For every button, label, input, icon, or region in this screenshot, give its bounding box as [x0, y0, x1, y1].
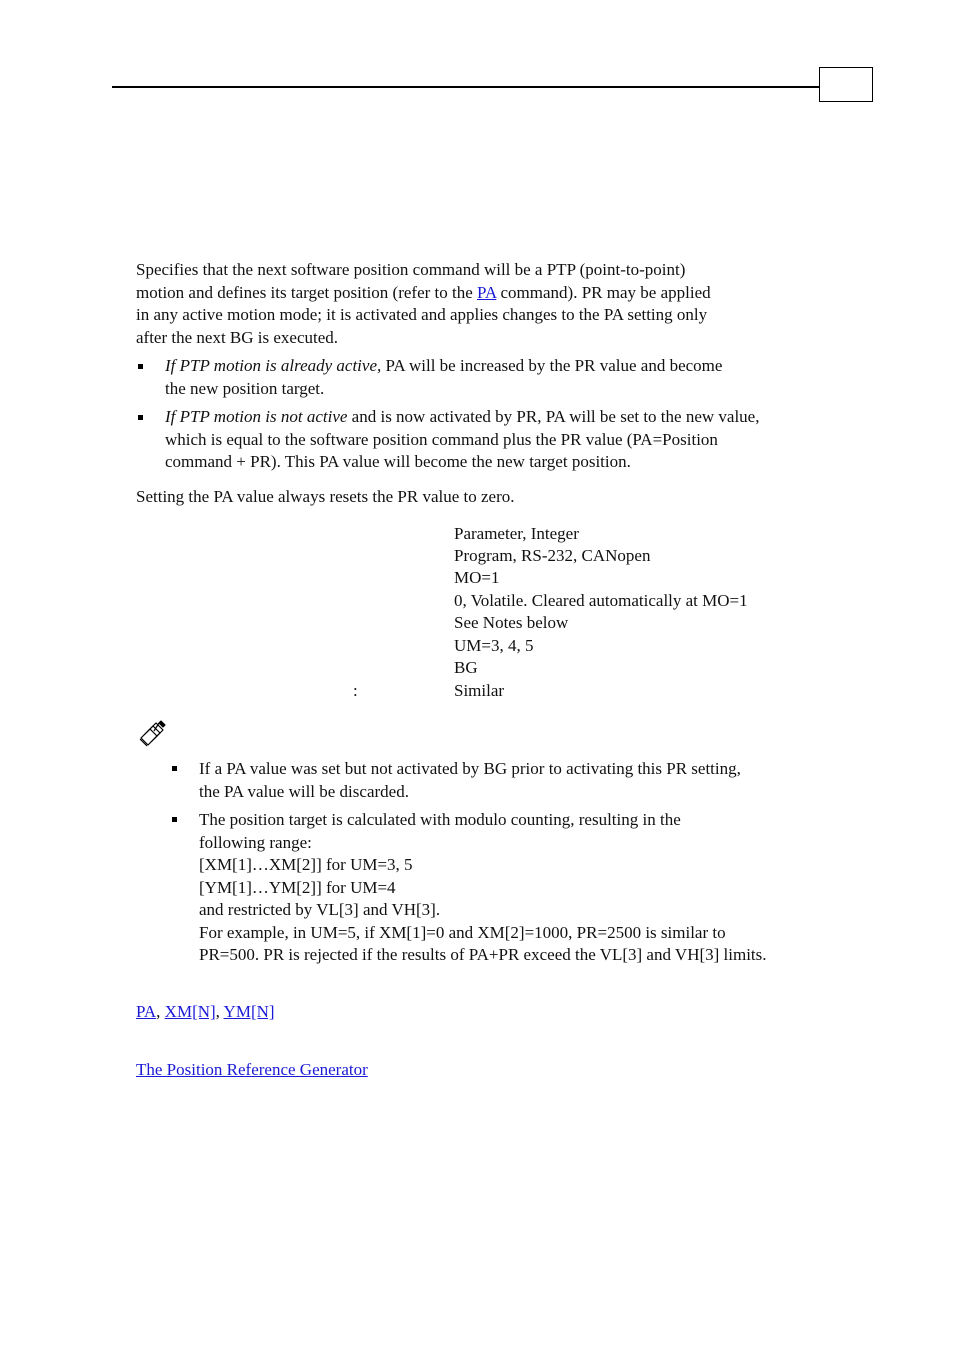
note-line: the PA value will be discarded. — [199, 781, 409, 801]
note-line: For example, in UM=5, if XM[1]=0 and XM[2]=1000, PR=2500 is similar to — [199, 922, 726, 942]
description-text: command). PR may be applied — [496, 282, 711, 302]
note-line: and restricted by VL[3] and VH[3]. — [199, 900, 441, 919]
pa-link[interactable]: PA — [477, 282, 497, 302]
header-rule — [112, 86, 820, 88]
bullet-text: and is now activated by PR, PA will be set to the new value, — [347, 407, 760, 426]
bullet-line: command + PR). This PA value will become the new target position. — [165, 452, 631, 471]
property-compatibility-value: Similar — [454, 681, 505, 700]
bullet-marker — [138, 364, 143, 369]
bullet-italic: If PTP motion is not active — [165, 407, 348, 426]
bullet-line — [165, 355, 825, 378]
bullet-marker — [138, 415, 143, 420]
property-type-value: Parameter, Integer — [454, 524, 579, 543]
reference-link[interactable]: The Position Reference Generator — [136, 1060, 368, 1079]
note-line: following range: — [199, 832, 312, 852]
reference — [136, 1059, 368, 1082]
description-line: in any active motion mode; it is activated and applies changes to the PA setting only — [136, 305, 708, 324]
note-icon — [137, 718, 167, 748]
note-line: [XM[1]…XM[2]] for UM=3, 5 — [199, 855, 413, 874]
property-range-value: See Notes below — [454, 613, 569, 632]
description-line — [136, 282, 816, 305]
bullet-item — [165, 406, 845, 474]
bullet-line — [165, 406, 845, 429]
description-text: motion and defines its target position (refer to the — [136, 282, 478, 302]
note-bullet-marker — [172, 766, 177, 771]
property-default-value: 0, Volatile. Cleared automatically at MO=1 — [454, 591, 748, 610]
property-restriction-value: MO=1 — [454, 568, 500, 587]
bullet-item — [165, 355, 825, 400]
property-activation-value: BG — [454, 658, 478, 677]
reset-note: Setting the PA value always resets the PR value to zero. — [136, 487, 515, 506]
bullet-text: PA will be increased by the PR value and become — [381, 356, 723, 375]
property-colon: : — [353, 681, 358, 700]
related-link-xm[interactable]: XM[N] — [164, 1002, 216, 1021]
note-line: PR=500. PR is rejected if the results of PA+PR exceed the VL[3] and VH[3] limits. — [199, 945, 767, 964]
description-line: Specifies that the next software position command will be a PTP (point-to-point) — [136, 260, 686, 279]
property-unit-mode-value: UM=3, 4, 5 — [454, 636, 534, 655]
related-link-pa[interactable]: PA — [136, 1002, 157, 1021]
note-bullet-marker — [172, 817, 177, 822]
note-line: The position target is calculated with modulo counting, resulting in the — [199, 810, 681, 829]
description-paragraph — [136, 259, 816, 349]
bullet-line: which is equal to the software position command plus the PR value (PA=Position — [165, 429, 718, 449]
property-source-value: Program, RS-232, CANopen — [454, 546, 651, 565]
related-separator: , — [215, 1002, 224, 1021]
note-item — [199, 809, 829, 967]
bullet-italic: If PTP motion is already active, — [165, 356, 382, 375]
note-line: If a PA value was set but not activated by BG prior to activating this PR setting, — [199, 759, 741, 778]
page-number-box — [819, 67, 873, 102]
note-item — [199, 758, 829, 803]
bullet-line: the new position target. — [165, 378, 325, 398]
related-link-ym[interactable]: YM[N] — [223, 1002, 275, 1021]
note-line: [YM[1]…YM[2]] for UM=4 — [199, 877, 396, 897]
description-line: after the next BG is executed. — [136, 327, 339, 347]
related-separator: , — [156, 1002, 165, 1021]
related-commands — [136, 1001, 275, 1024]
